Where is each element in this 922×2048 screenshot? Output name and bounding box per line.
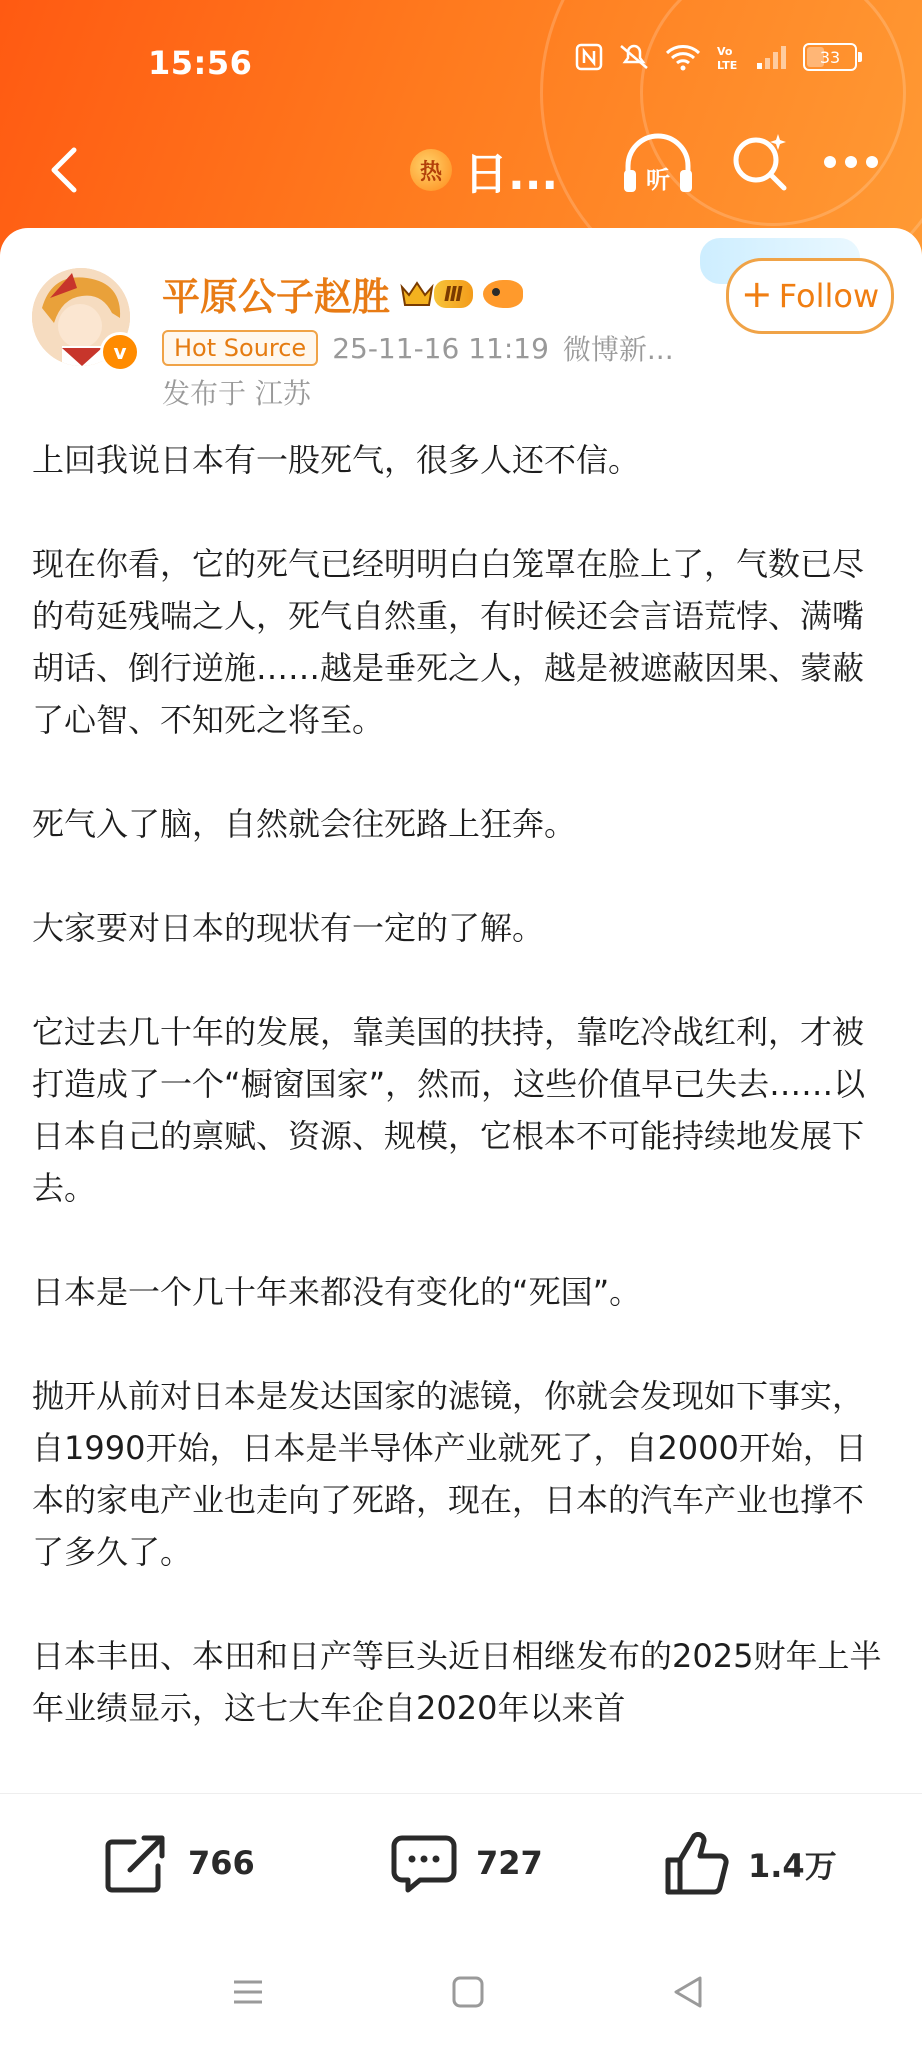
author-name[interactable]: 平原公子赵胜 bbox=[162, 275, 391, 319]
system-nav-bar bbox=[0, 1944, 922, 2048]
menu-icon[interactable] bbox=[230, 1974, 266, 2010]
post-card bbox=[0, 228, 922, 2048]
member-crown-icon[interactable] bbox=[400, 279, 473, 309]
post-meta bbox=[162, 328, 674, 368]
battery-icon bbox=[803, 43, 862, 71]
post-paragraph: 日本是一个几十年来都没有变化的“死国”。 bbox=[32, 1273, 642, 1311]
post-paragraph: 上回我说日本有一股死气，很多人还不信。 bbox=[32, 441, 641, 479]
page-title: 日... bbox=[464, 149, 559, 200]
more-options-icon[interactable] bbox=[824, 156, 884, 172]
post-location: 发布于 江苏 bbox=[162, 377, 311, 410]
status-time: 15:56 bbox=[148, 44, 253, 82]
svg-text:LTE: LTE bbox=[717, 59, 738, 72]
listen-icon[interactable] bbox=[618, 126, 698, 206]
nav-title-group[interactable] bbox=[410, 138, 558, 202]
action-bar bbox=[0, 1793, 922, 1944]
post-paragraph: 大家要对日本的现状有一定的了解。 bbox=[32, 909, 545, 947]
nav-bar bbox=[0, 120, 922, 230]
repost-button[interactable] bbox=[104, 1832, 255, 1894]
post-client: 微博新... bbox=[562, 333, 674, 366]
repost-icon bbox=[104, 1832, 170, 1894]
signal-icon bbox=[755, 43, 789, 71]
post-paragraph: 它过去几十年的发展，靠美国的扶持，靠吃冷战红利，才被打造成了一个“橱窗国家”，然而，这些价值早已失去……以日本自己的禀赋、资源、规模，它根本不可能持续地发展下去。 bbox=[32, 1013, 866, 1207]
wifi-icon bbox=[665, 43, 701, 71]
hot-badge-text: 热 bbox=[419, 159, 442, 185]
comment-button[interactable] bbox=[390, 1832, 543, 1894]
volte-icon bbox=[715, 42, 741, 72]
hot-topic-icon bbox=[410, 149, 452, 191]
post-body bbox=[32, 434, 894, 1786]
nfc-icon bbox=[575, 43, 603, 71]
comment-icon bbox=[390, 1832, 458, 1894]
verified-badge: v bbox=[100, 332, 140, 372]
listen-label: 听 bbox=[646, 166, 670, 194]
status-icons bbox=[575, 42, 862, 72]
post-datetime: 25-11-16 11:19 bbox=[332, 331, 549, 365]
fish-badge-icon[interactable] bbox=[483, 280, 523, 308]
author-row bbox=[162, 266, 523, 321]
follow-label: Follow bbox=[778, 277, 880, 315]
back-icon[interactable] bbox=[30, 134, 100, 204]
like-button[interactable] bbox=[664, 1832, 837, 1896]
like-icon bbox=[664, 1832, 730, 1896]
post-paragraph: 死气入了脑，自然就会往死路上狂奔。 bbox=[32, 805, 577, 843]
like-count: 1.4万 bbox=[748, 1847, 837, 1885]
back-nav-icon[interactable] bbox=[670, 1974, 706, 2010]
post-paragraph: 现在你看，它的死气已经明明白白笼罩在脸上了，气数已尽的苟延残喘之人，死气自然重，有时候还会言语荒悖、满嘴胡话、倒行逆施……越是垂死之人，越是被遮蔽因果、蒙蔽了心智、不知死之将至。 bbox=[32, 545, 865, 739]
hot-source-badge[interactable]: Hot Source bbox=[162, 330, 318, 366]
status-bar bbox=[0, 0, 922, 120]
follow-button[interactable] bbox=[726, 258, 894, 334]
repost-count: 766 bbox=[188, 1844, 255, 1882]
home-icon[interactable] bbox=[450, 1974, 486, 2010]
header-background bbox=[0, 0, 922, 260]
plus-icon: + bbox=[740, 272, 773, 316]
search-icon[interactable] bbox=[726, 128, 796, 198]
post-paragraph: 抛开从前对日本是发达国家的滤镜，你就会发现如下事实，自1990开始，日本是半导体产业就死了，自2000开始，日本的家电产业也走向了死路，现在，日本的汽车产业也撑不了多久了。 bbox=[32, 1377, 867, 1571]
member-level: Ⅲ bbox=[434, 280, 473, 308]
post-paragraph: 日本丰田、本田和日产等巨头近日相继发布的2025财年上半年业绩显示，这七大车企自2020年以来首 bbox=[32, 1637, 882, 1727]
comment-count: 727 bbox=[476, 1844, 543, 1882]
mute-icon bbox=[617, 42, 651, 72]
svg-text:Vo: Vo bbox=[717, 45, 733, 58]
battery-level: 33 bbox=[819, 47, 841, 67]
